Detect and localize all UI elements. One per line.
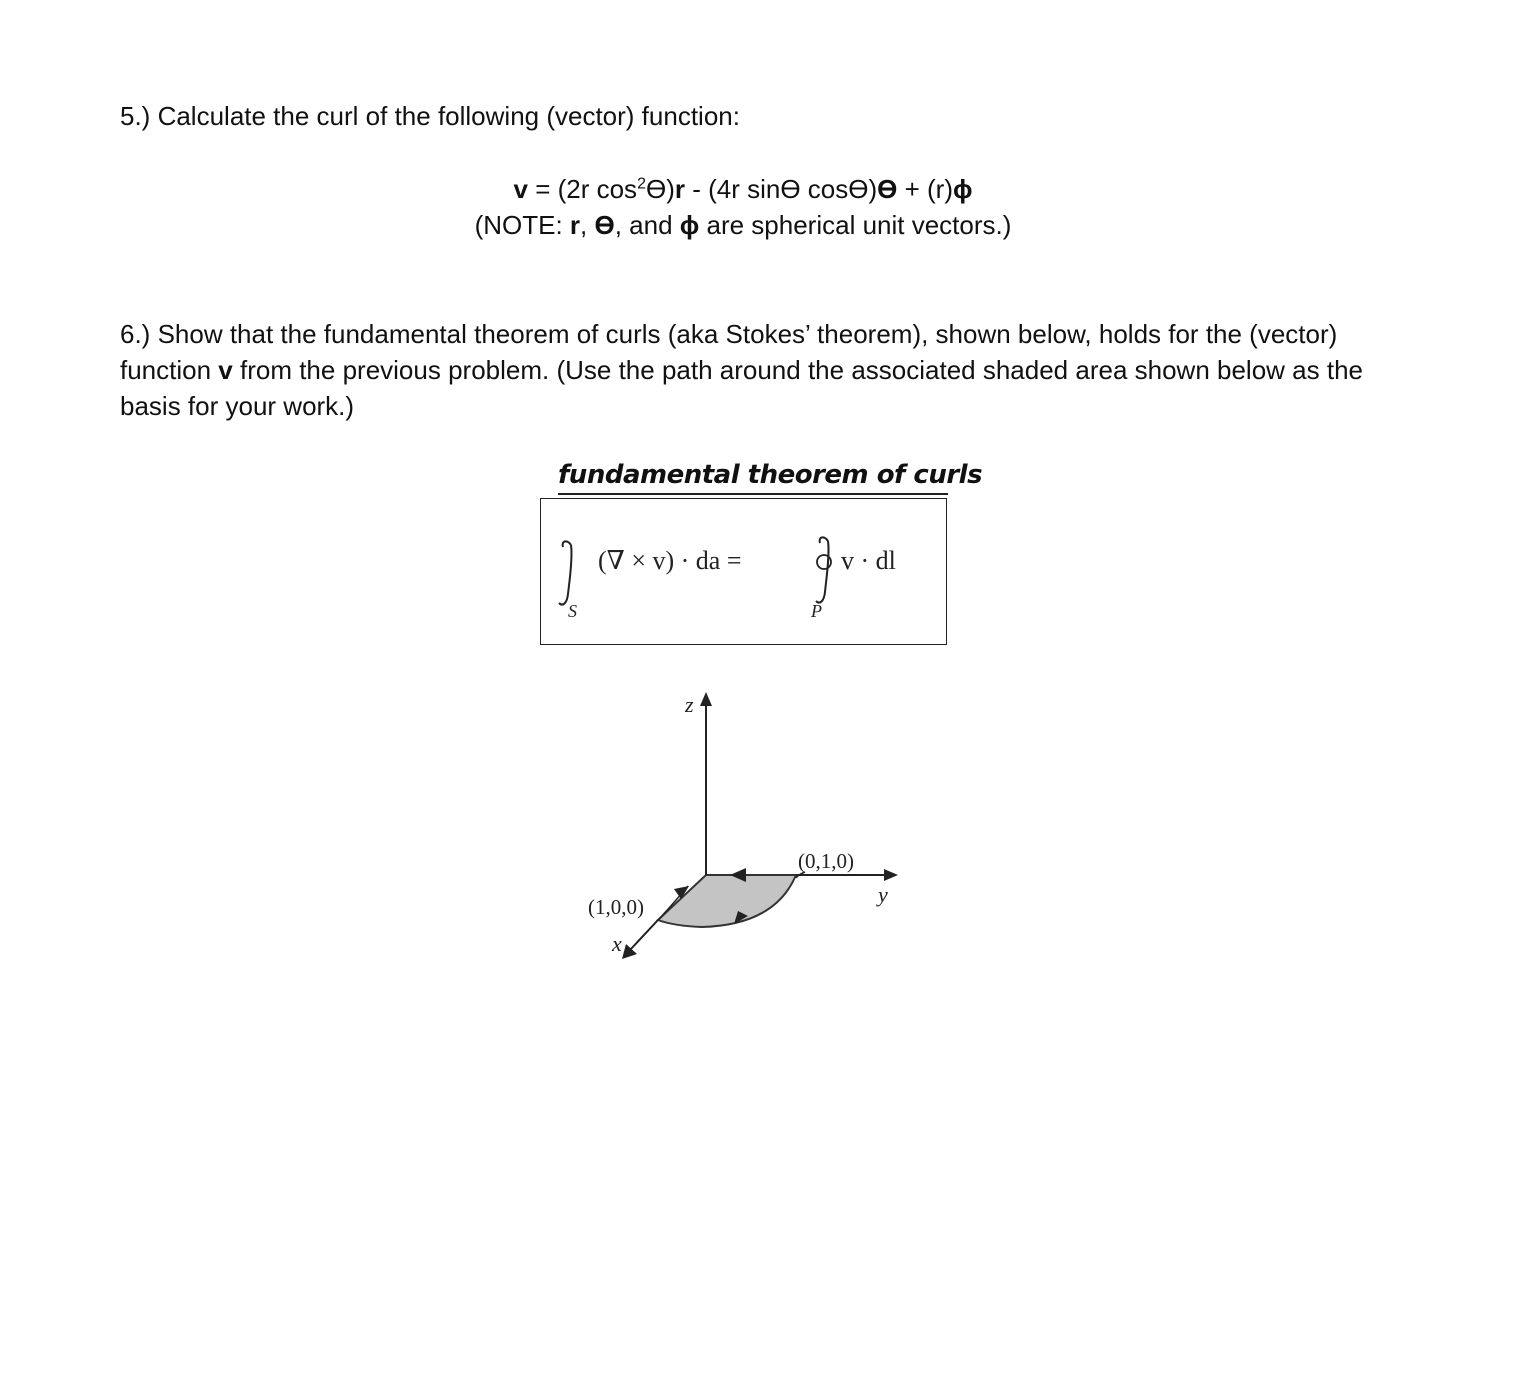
note-open: (NOTE: — [474, 210, 570, 240]
line-integral-sign — [816, 537, 829, 602]
z-axis-arrowhead — [700, 692, 712, 706]
y-axis-arrowhead — [884, 869, 898, 881]
theorem-sub-s: S — [568, 601, 577, 621]
y-axis-label: y — [878, 882, 888, 907]
stokes-diagram — [560, 680, 920, 970]
note-comma: , — [580, 210, 595, 240]
theorem-lhs: (∇ × v) · da = — [598, 546, 742, 575]
theorem-sub-p: P — [811, 601, 822, 621]
vector-v: v — [513, 174, 528, 204]
unit-vector-theta: ϴ — [877, 174, 898, 204]
theorem-title-underline — [558, 493, 948, 495]
point-100-label: (1,0,0) — [588, 895, 644, 919]
problem-5-prompt: 5.) Calculate the curl of the following (vector) function: — [120, 101, 740, 131]
unit-vector-phi: ϕ — [952, 174, 973, 204]
theorem-box — [540, 498, 947, 645]
x-axis-label: x — [612, 931, 622, 956]
surface-integral-sign — [559, 541, 572, 604]
eq-segment-1: = (2r cos — [527, 174, 638, 204]
note-close: are spherical unit vectors.) — [699, 210, 1012, 240]
unit-vector-note — [0, 210, 1486, 241]
problem-6-vector-v: v — [218, 355, 233, 385]
eq-segment-2: ) — [666, 174, 675, 204]
note-and: , and — [614, 210, 680, 240]
theorem-rhs: v · dl — [841, 546, 896, 575]
eq-segment-3: - (4r sinϴ cosϴ) — [685, 174, 878, 204]
problem-6-part-1: 6.) Show that the fundamental theorem of curls (aka Stokes’ theorem), shown below, holds for the (vector) function — [120, 319, 1338, 385]
note-r: r — [569, 210, 581, 240]
problem-6-part-2: from the previous problem. (Use the path around the associated shaded area shown below as the basis for your work.) — [120, 355, 1363, 421]
theorem-formula — [541, 499, 946, 644]
point-010-label: (0,1,0) — [798, 849, 854, 873]
z-axis-label: z — [685, 692, 694, 717]
vector-function-equation — [0, 174, 1486, 205]
note-phi: ϕ — [679, 210, 700, 240]
eq-theta: ϴ — [645, 174, 667, 204]
theorem-title: fundamental theorem of curls — [558, 460, 983, 490]
eq-superscript: 2 — [637, 175, 646, 193]
shaded-surface — [658, 875, 796, 927]
eq-segment-4: + (r) — [897, 174, 953, 204]
x-axis — [630, 920, 658, 950]
note-theta: ϴ — [594, 210, 615, 240]
problem-6-prompt — [120, 316, 1420, 424]
unit-vector-r: r — [674, 174, 685, 204]
